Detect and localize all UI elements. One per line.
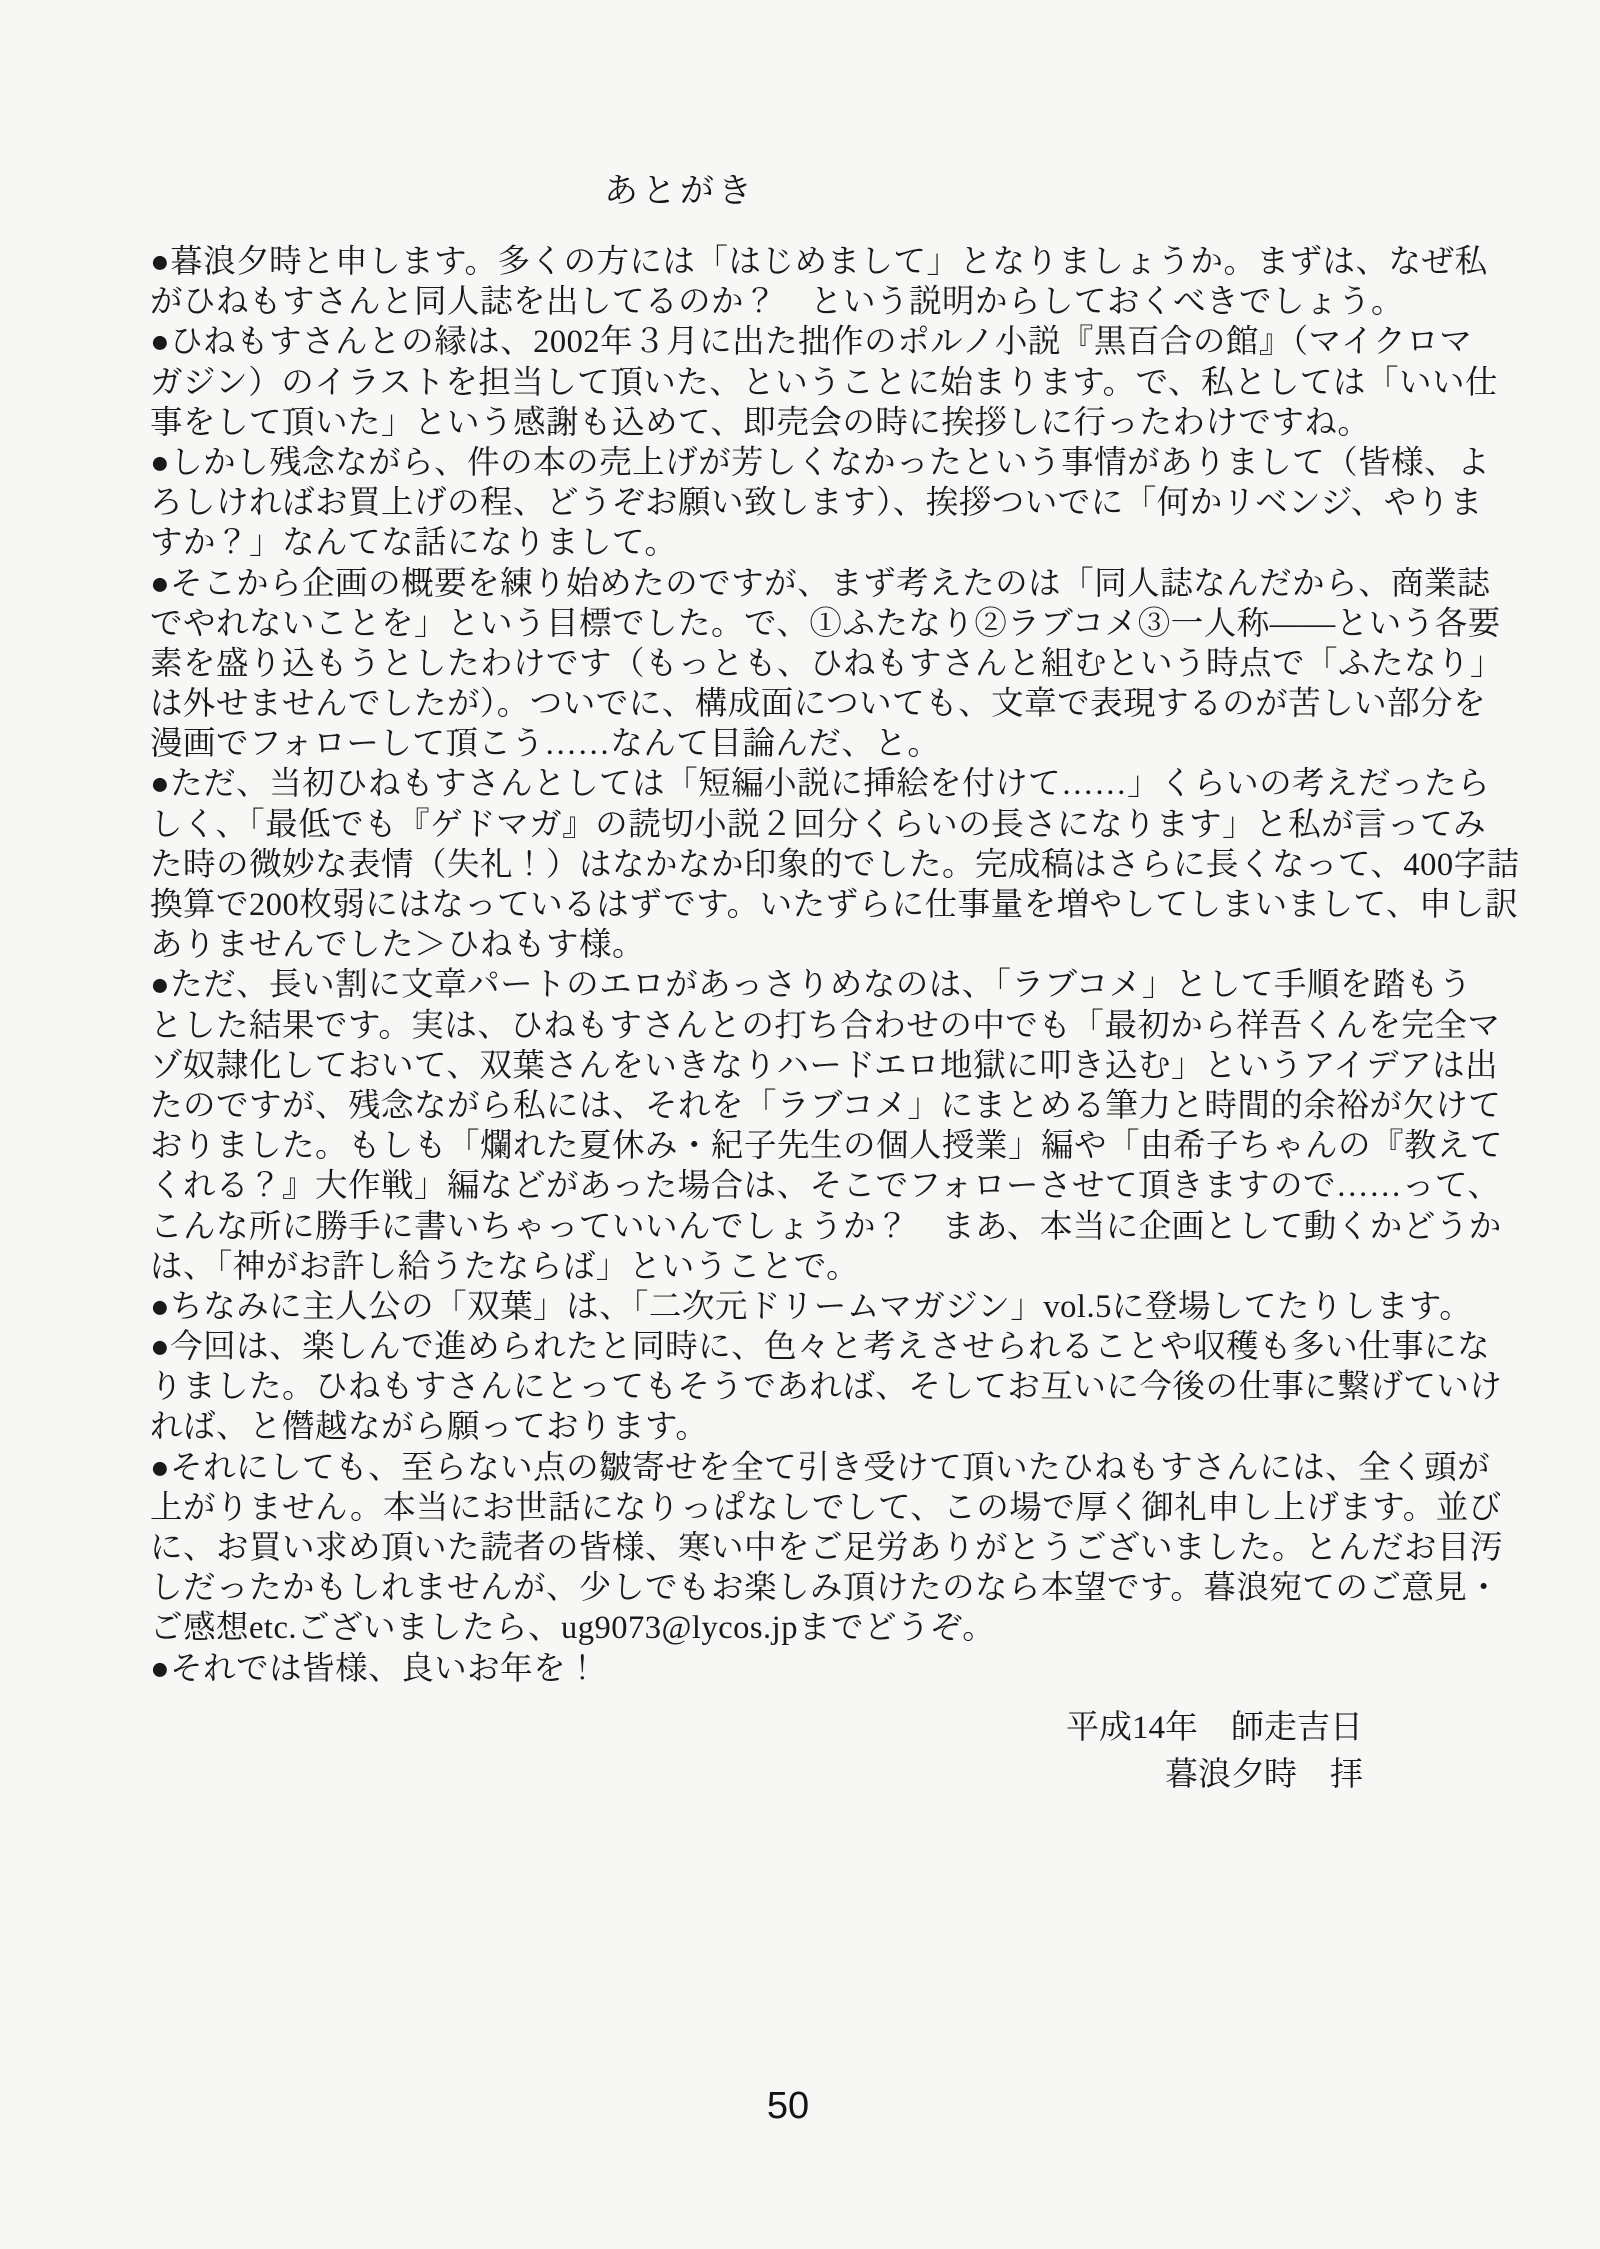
text-line: ●暮浪夕時と申します。多くの方には「はじめまして」となりましょうか。まずは、なぜ私: [150, 244, 1488, 280]
text-line: た時の微妙な表情（失礼！）はなかなか印象的でした。完成稿はさらに長くなって、400字詰: [150, 846, 1520, 883]
text-line: ゾ奴隷化しておいて、双葉さんをいきなりハードエロ地獄に叩き込む」というアイデアは出: [150, 1047, 1499, 1084]
text-line: ●それでは皆様、良いお年を！: [150, 1650, 600, 1687]
text-line: ありませんでした＞ひねもす様。: [150, 927, 646, 964]
text-line: くれる？』大作戦」編などがあった場合は、そこでフォローさせて頂きますので……って、: [150, 1168, 1501, 1205]
page-title: あとがき: [604, 173, 756, 210]
text-line: ●ただ、長い割に文章パートのエロがあっさりめなのは、「ラブコメ」として手順を踏もう: [150, 967, 1472, 1004]
text-line: たのですが、残念ながら私には、それを「ラブコメ」にまとめる筆力と時間的余裕が欠けて: [150, 1087, 1502, 1124]
text-line: とした結果です。実は、ひねもすさんとの打ち合わせの中でも「最初から祥吾くんを完全マ: [150, 1007, 1501, 1044]
text-line: 上がりません。本当にお世話になりっぱなしでして、この場で厚く御礼申し上げます。並び: [150, 1489, 1502, 1526]
text-line: でやれないことを」という目標でした。で、①ふたなり②ラブコメ③一人称――という各要: [150, 605, 1501, 642]
text-line: ●ひねもすさんとの縁は、2002年３月に出た拙作のポルノ小説『黒百合の館』（マイクロマ: [150, 324, 1473, 361]
text-line: こんな所に勝手に書いちゃっていいんでしょうか？ まあ、本当に企画として動くかどうか: [150, 1208, 1502, 1245]
text-line: 事をして頂いた」という感謝も込めて、即売会の時に挨拶しに行ったわけですね。: [150, 404, 1371, 441]
text-line: ●ちなみに主人公の「双葉」は、「二次元ドリームマガジン」vol.5に登場してたりします。: [150, 1288, 1473, 1325]
text-line: 素を盛り込もうとしたわけです（もっとも、ひねもすさんと組むという時点で「ふたなり」: [150, 645, 1504, 682]
text-line: ガジン）のイラストを担当して頂いた、ということに始まります。で、私としては「いい仕: [150, 364, 1498, 401]
text-line: おりました。もしも「爛れた夏休み・紀子先生の個人授業」編や「由希子ちゃんの『教えて: [150, 1128, 1504, 1165]
text-line: 換算で200枚弱にはなっているはずです。いたずらに仕事量を増やしてしまいまして、申し訳: [150, 887, 1518, 923]
text-line: 漫画でフォローして頂こう……なんて目論んだ、と。: [150, 726, 941, 763]
text-line: ●ただ、当初ひねもすさんとしては「短編小説に挿絵を付けて……」くらいの考えだったら: [150, 766, 1491, 803]
text-line: は、「神がお許し給うたならば」ということで。: [150, 1248, 860, 1285]
signature-block: [1066, 1705, 1363, 1799]
text-line: しだったかもしれませんが、少しでもお楽しみ頂けたのなら本望です。暮浪宛てのご意見・: [150, 1570, 1501, 1607]
text-line: れば、と僭越ながら願っております。: [150, 1409, 709, 1446]
text-line: ●それにしても、至らない点の皺寄せを全て引き受けて頂いたひねもすさんには、全く頭が: [150, 1449, 1491, 1486]
text-line: ●そこから企画の概要を練り始めたのですが、まず考えたのは「同人誌なんだから、商業誌: [150, 565, 1491, 602]
text-line: に、お買い求め頂いた読者の皆様、寒い中をご足労ありがとうございました。とんだお目汚: [150, 1530, 1504, 1566]
text-line: ご感想etc.ございましたら、ug9073@lycos.jpまでどうぞ。: [150, 1610, 996, 1647]
text-line: は外せませんでしたが）。ついでに、構成面についても、文章で表現するのが苦しい部分を: [150, 686, 1487, 723]
signature-date: 平成14年 師走吉日: [1066, 1710, 1363, 1746]
text-line: ろしければお買上げの程、どうぞお願い致します）、挨拶ついでに「何かリベンジ、やりま: [150, 485, 1483, 522]
afterword-body: [150, 242, 1520, 1689]
text-line: ●しかし残念ながら、件の本の売上げが芳しくなかったという事情がありまして（皆様、よ: [150, 444, 1491, 481]
text-line: すか？」なんてな話になりまして。: [150, 525, 678, 562]
page-number: 50: [766, 2085, 810, 2127]
text-line: しく、「最低でも『ゲドマガ』の読切小説２回分くらいの長さになります」と私が言ってみ: [150, 806, 1487, 843]
text-line: ●今回は、楽しんで進められたと同時に、色々と考えさせられることや収穫も多い仕事にな: [150, 1329, 1491, 1366]
signature-name: 暮浪夕時 拝: [1165, 1757, 1363, 1793]
text-line: がひねもすさんと同人誌を出してるのか？ という説明からしておくべきでしょう。: [150, 284, 1405, 321]
text-line: りました。ひねもすさんにとってもそうであれば、そしてお互いに今後の仕事に繋げていけ: [150, 1369, 1503, 1406]
